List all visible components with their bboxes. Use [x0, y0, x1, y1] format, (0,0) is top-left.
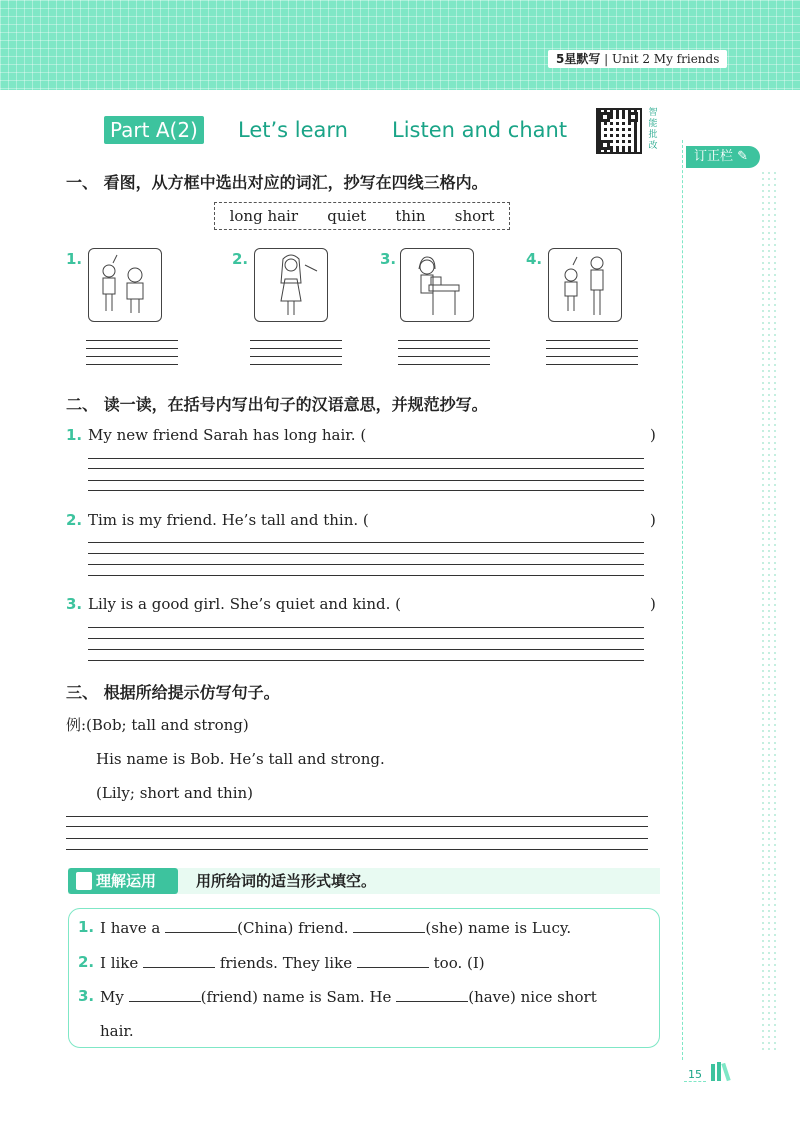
picture-girl-reading — [400, 248, 474, 322]
word-option: long hair — [229, 207, 299, 225]
sentence-close-paren: ) — [650, 511, 656, 529]
picture-number: 2. — [232, 250, 249, 268]
unit-name: Unit 2 My friends — [612, 52, 720, 66]
question-text: I like — [100, 954, 139, 972]
listen-chant-title: Listen and chant — [392, 118, 568, 142]
sentence-text: My new friend Sarah has long hair. ( — [88, 426, 367, 444]
qr-label: 智能批改 — [648, 108, 658, 151]
notebook-icon — [76, 872, 92, 890]
picture-short-and-tall — [548, 248, 622, 322]
sentence-close-paren: ) — [650, 426, 656, 444]
sentence-close-paren: ) — [650, 595, 656, 613]
answer-blank[interactable] — [353, 918, 425, 933]
writing-line[interactable] — [88, 468, 644, 469]
writing-lines[interactable] — [86, 340, 178, 372]
series-tag: 5星默写 | Unit 2 My friends — [548, 50, 727, 68]
writing-line[interactable] — [66, 849, 648, 850]
answer-blank[interactable] — [143, 953, 215, 968]
books-icon — [710, 1060, 736, 1086]
page-number: 15 — [684, 1068, 706, 1082]
writing-line[interactable] — [66, 826, 648, 827]
sidebar-divider — [682, 140, 683, 1060]
sidebar-dot-grid — [760, 170, 780, 1050]
picture-number: 1. — [66, 250, 83, 268]
writing-line[interactable] — [88, 490, 644, 491]
writing-line[interactable] — [88, 564, 644, 565]
question-number: 3. — [78, 987, 95, 1005]
answer-blank[interactable] — [165, 918, 237, 933]
writing-line[interactable] — [88, 542, 644, 543]
sentence-number: 3. — [66, 595, 83, 613]
sentence-text: Lily is a good girl. She’s quiet and kind. ( — [88, 595, 402, 613]
example-hint: 例:(Bob; tall and strong) — [66, 716, 249, 734]
section1-heading: 一、 看图，从方框中选出对应的词汇，抄写在四线三格内。 — [66, 173, 488, 192]
writing-lines[interactable] — [546, 340, 638, 372]
header-band — [0, 0, 800, 90]
writing-line[interactable] — [88, 575, 644, 576]
section3-heading: 三、 根据所给提示仿写句子。 — [66, 683, 280, 702]
picture-number: 3. — [380, 250, 397, 268]
writing-line[interactable] — [88, 627, 644, 628]
correction-column-label — [686, 146, 760, 168]
lets-learn-title: Let’s learn — [238, 118, 348, 142]
part-badge: Part A(2) — [104, 116, 204, 144]
prompt-hint: (Lily; short and thin) — [96, 784, 254, 802]
question-text: (China) friend. — [237, 919, 349, 937]
application-heading: 用所给词的适当形式填空。 — [196, 872, 377, 890]
example-answer: His name is Bob. He’s tall and strong. — [96, 750, 385, 768]
writing-line[interactable] — [88, 553, 644, 554]
word-option: quiet — [327, 207, 367, 225]
picture-number: 4. — [526, 250, 543, 268]
section2-heading: 二、 读一读，在括号内写出句子的汉语意思，并规范抄写。 — [66, 395, 488, 414]
sentence-number: 1. — [66, 426, 83, 444]
writing-lines[interactable] — [250, 340, 342, 372]
writing-line[interactable] — [88, 649, 644, 650]
question-continuation: hair. — [100, 1022, 134, 1040]
series-name: 5星默写 — [556, 52, 601, 66]
question-line — [100, 953, 485, 972]
question-text: friends. They like — [219, 954, 353, 972]
question-text: (have) nice short — [468, 988, 597, 1006]
writing-line[interactable] — [66, 816, 648, 817]
qr-code-icon[interactable] — [596, 108, 642, 154]
question-line — [100, 987, 597, 1006]
writing-line[interactable] — [66, 838, 648, 839]
answer-blank[interactable] — [129, 987, 201, 1002]
picture-two-boys — [88, 248, 162, 322]
sentence-number: 2. — [66, 511, 83, 529]
sentence-text: Tim is my friend. He’s tall and thin. ( — [88, 511, 369, 529]
pencil-icon: ✎ — [737, 149, 749, 164]
question-text: too. (I) — [433, 954, 485, 972]
writing-line[interactable] — [88, 458, 644, 459]
question-line — [100, 918, 571, 937]
writing-lines[interactable] — [398, 340, 490, 372]
question-text: My — [100, 988, 124, 1006]
answer-blank[interactable] — [396, 987, 468, 1002]
word-option: short — [454, 207, 495, 225]
picture-girl-long-hair — [254, 248, 328, 322]
writing-line[interactable] — [88, 480, 644, 481]
question-text: (she) name is Lucy. — [425, 919, 572, 937]
question-text: I have a — [100, 919, 161, 937]
word-option: thin — [395, 207, 426, 225]
question-number: 2. — [78, 953, 95, 971]
question-number: 1. — [78, 918, 95, 936]
writing-line[interactable] — [88, 638, 644, 639]
correction-label-text: 订正栏 — [694, 149, 734, 164]
word-box — [214, 202, 510, 230]
answer-blank[interactable] — [357, 953, 429, 968]
question-text: (friend) name is Sam. He — [200, 988, 392, 1006]
writing-line[interactable] — [88, 660, 644, 661]
application-badge-text: 理解运用 — [96, 872, 157, 890]
